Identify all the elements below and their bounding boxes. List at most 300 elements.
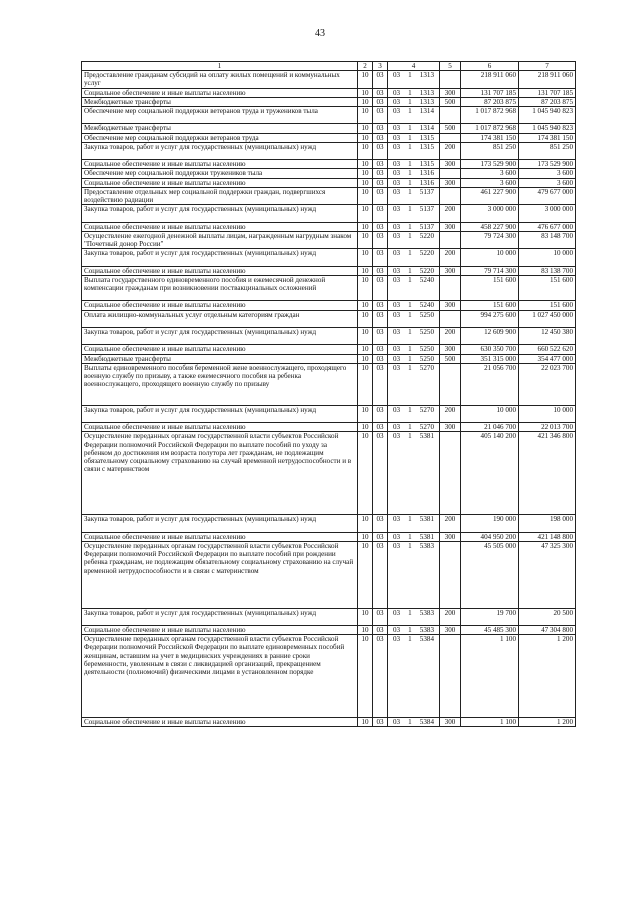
section-code: 10 xyxy=(358,205,373,222)
expense-type-code: 500 xyxy=(440,354,461,363)
subsection-code: 03 xyxy=(373,249,388,266)
section-code: 10 xyxy=(358,249,373,266)
amount-col-6: 79 714 300 xyxy=(461,266,519,275)
target-article-part: 5240 xyxy=(419,301,434,310)
amount-col-6: 3 600 xyxy=(461,169,519,178)
amount-col-7: 479 677 000 xyxy=(519,187,576,204)
target-article-part: 1 xyxy=(408,133,412,142)
target-article-part: 03 xyxy=(393,515,401,524)
target-article-part: 03 xyxy=(393,354,401,363)
expense-type-code: 300 xyxy=(440,345,461,354)
amount-col-7: 47 325 300 xyxy=(519,541,576,608)
target-article-part: 03 xyxy=(393,310,401,319)
table-row xyxy=(82,532,576,541)
target-article-parts xyxy=(390,232,437,240)
amount-col-6: 174 381 150 xyxy=(461,133,519,142)
table-row xyxy=(82,718,576,727)
expense-type-code: 200 xyxy=(440,608,461,625)
header-row xyxy=(82,62,576,71)
target-article-part: 1 xyxy=(408,625,412,634)
expense-type-code: 500 xyxy=(440,97,461,106)
subsection-code: 03 xyxy=(373,541,388,608)
target-article-part: 1 xyxy=(408,222,412,231)
row-name: Выплата государственного единовременного пособия и ежемесячной денежной компенсации гражданам при возникновении поствакцинальных осложнений xyxy=(82,275,358,301)
table-row xyxy=(82,266,576,275)
amount-col-7: 218 911 060 xyxy=(519,71,576,88)
amount-col-6: 351 315 000 xyxy=(461,354,519,363)
subsection-code: 03 xyxy=(373,222,388,231)
section-code: 10 xyxy=(358,124,373,133)
target-article-parts xyxy=(390,515,437,523)
target-article-part: 1 xyxy=(408,718,412,727)
row-name: Социальное обеспечение и иные выплаты населению xyxy=(82,532,358,541)
amount-col-6: 1 017 872 968 xyxy=(461,124,519,133)
target-article-part: 03 xyxy=(393,160,401,169)
table-row xyxy=(82,124,576,133)
target-article-part: 1 xyxy=(408,515,412,524)
target-article-parts xyxy=(390,635,437,643)
section-code: 10 xyxy=(358,608,373,625)
amount-col-6: 404 950 200 xyxy=(461,532,519,541)
amount-col-7: 22 023 700 xyxy=(519,363,576,405)
subsection-code: 03 xyxy=(373,88,388,97)
amount-col-7: 83 148 700 xyxy=(519,231,576,248)
amount-col-6: 151 600 xyxy=(461,301,519,310)
amount-col-6: 10 000 xyxy=(461,249,519,266)
target-article-code xyxy=(388,249,440,266)
target-article-part: 5250 xyxy=(419,310,434,319)
amount-col-7: 131 707 185 xyxy=(519,88,576,97)
target-article-part: 03 xyxy=(393,541,401,550)
target-article-part: 5383 xyxy=(419,608,434,617)
table-row xyxy=(82,405,576,422)
target-article-part: 5270 xyxy=(419,405,434,414)
target-article-part: 03 xyxy=(393,635,401,644)
header-col-1: 1 xyxy=(82,62,358,71)
amount-col-7: 3 600 xyxy=(519,169,576,178)
amount-col-6: 994 275 600 xyxy=(461,310,519,327)
expense-type-code xyxy=(440,541,461,608)
target-article-code xyxy=(388,178,440,187)
table-row xyxy=(82,178,576,187)
amount-col-7: 1 027 450 000 xyxy=(519,310,576,327)
row-name: Закупка товаров, работ и услуг для государственных (муниципальных) нужд xyxy=(82,405,358,422)
target-article-part: 1 xyxy=(408,432,412,441)
target-article-code xyxy=(388,515,440,532)
amount-col-7: 83 138 700 xyxy=(519,266,576,275)
target-article-part: 03 xyxy=(393,97,401,106)
target-article-part: 03 xyxy=(393,625,401,634)
expense-type-code xyxy=(440,363,461,405)
row-name: Социальное обеспечение и иные выплаты населению xyxy=(82,160,358,169)
expense-type-code: 300 xyxy=(440,532,461,541)
section-code: 10 xyxy=(358,97,373,106)
section-code: 10 xyxy=(358,432,373,515)
target-article-parts xyxy=(390,718,437,726)
subsection-code: 03 xyxy=(373,328,388,345)
subsection-code: 03 xyxy=(373,71,388,88)
expense-type-code: 200 xyxy=(440,142,461,159)
table-row xyxy=(82,133,576,142)
table-row xyxy=(82,354,576,363)
target-article-code xyxy=(388,97,440,106)
amount-col-7: 421 148 800 xyxy=(519,532,576,541)
expense-type-code: 300 xyxy=(440,718,461,727)
target-article-part: 5381 xyxy=(419,532,434,541)
row-name: Социальное обеспечение и иные выплаты населению xyxy=(82,222,358,231)
target-article-part: 03 xyxy=(393,432,401,441)
section-code: 10 xyxy=(358,88,373,97)
target-article-part: 1 xyxy=(408,275,412,284)
target-article-code xyxy=(388,635,440,718)
target-article-part: 5270 xyxy=(419,423,434,432)
target-article-code xyxy=(388,71,440,88)
amount-col-6: 12 609 900 xyxy=(461,328,519,345)
amount-col-7: 660 522 620 xyxy=(519,345,576,354)
table-row xyxy=(82,107,576,124)
subsection-code: 03 xyxy=(373,363,388,405)
row-name: Обеспечение мер социальной поддержки ветеранов труда xyxy=(82,133,358,142)
amount-col-6: 3 000 000 xyxy=(461,205,519,222)
target-article-part: 5383 xyxy=(419,541,434,550)
amount-col-6: 21 056 700 xyxy=(461,363,519,405)
subsection-code: 03 xyxy=(373,423,388,432)
target-article-part: 1 xyxy=(408,249,412,258)
target-article-part: 1313 xyxy=(419,88,434,97)
expense-type-code: 300 xyxy=(440,178,461,187)
target-article-parts xyxy=(390,542,437,550)
expense-type-code xyxy=(440,187,461,204)
target-article-part: 03 xyxy=(393,222,401,231)
expense-type-code xyxy=(440,71,461,88)
expense-type-code xyxy=(440,310,461,327)
target-article-code xyxy=(388,205,440,222)
target-article-parts xyxy=(390,364,437,372)
target-article-parts xyxy=(390,134,437,142)
header-col-4: 4 xyxy=(388,62,440,71)
target-article-code xyxy=(388,124,440,133)
target-article-part: 03 xyxy=(393,363,401,372)
table-row xyxy=(82,363,576,405)
target-article-code xyxy=(388,187,440,204)
subsection-code: 03 xyxy=(373,107,388,124)
amount-col-6: 173 529 900 xyxy=(461,160,519,169)
subsection-code: 03 xyxy=(373,160,388,169)
row-name: Выплаты единовременного пособия беременной жене военнослужащего, проходящего военную службу по призыву, а также ежемесячного пособия на ребенка военнослужащего, проходящего военную службу по призыву xyxy=(82,363,358,405)
section-code: 10 xyxy=(358,423,373,432)
subsection-code: 03 xyxy=(373,345,388,354)
amount-col-6: 3 600 xyxy=(461,178,519,187)
expense-type-code: 200 xyxy=(440,405,461,422)
amount-col-7: 354 477 000 xyxy=(519,354,576,363)
section-code: 10 xyxy=(358,187,373,204)
target-article-code xyxy=(388,266,440,275)
target-article-code xyxy=(388,231,440,248)
target-article-part: 5137 xyxy=(419,187,434,196)
table-row xyxy=(82,88,576,97)
target-article-code xyxy=(388,354,440,363)
table-row xyxy=(82,231,576,248)
target-article-part: 1 xyxy=(408,541,412,550)
table-row xyxy=(82,345,576,354)
target-article-part: 03 xyxy=(393,275,401,284)
expense-type-code: 300 xyxy=(440,160,461,169)
subsection-code: 03 xyxy=(373,178,388,187)
target-article-part: 1 xyxy=(408,423,412,432)
amount-col-6: 87 203 875 xyxy=(461,97,519,106)
target-article-part: 1 xyxy=(408,142,412,151)
section-code: 10 xyxy=(358,354,373,363)
target-article-parts xyxy=(390,249,437,257)
target-article-part: 03 xyxy=(393,608,401,617)
section-code: 10 xyxy=(358,266,373,275)
target-article-part: 1315 xyxy=(419,133,434,142)
target-article-code xyxy=(388,222,440,231)
section-code: 10 xyxy=(358,345,373,354)
row-name: Социальное обеспечение и иные выплаты населению xyxy=(82,301,358,310)
target-article-code xyxy=(388,301,440,310)
amount-col-7: 22 013 700 xyxy=(519,423,576,432)
row-name: Закупка товаров, работ и услуг для государственных (муниципальных) нужд xyxy=(82,515,358,532)
target-article-part: 5250 xyxy=(419,354,434,363)
amount-col-6: 21 046 700 xyxy=(461,423,519,432)
section-code: 10 xyxy=(358,625,373,634)
header-col-2: 2 xyxy=(358,62,373,71)
target-article-part: 03 xyxy=(393,178,401,187)
amount-col-6: 405 140 200 xyxy=(461,432,519,515)
row-name: Социальное обеспечение и иные выплаты населению xyxy=(82,625,358,634)
subsection-code: 03 xyxy=(373,354,388,363)
table-row xyxy=(82,249,576,266)
amount-col-6: 218 911 060 xyxy=(461,71,519,88)
table-row xyxy=(82,432,576,515)
section-code: 10 xyxy=(358,275,373,301)
expense-type-code: 300 xyxy=(440,423,461,432)
amount-col-7: 421 346 800 xyxy=(519,432,576,515)
row-name: Межбюджетные трансферты xyxy=(82,124,358,133)
target-article-part: 03 xyxy=(393,205,401,214)
target-article-parts xyxy=(390,609,437,617)
expense-type-code xyxy=(440,169,461,178)
target-article-part: 5137 xyxy=(419,222,434,231)
target-article-code xyxy=(388,142,440,159)
row-name: Социальное обеспечение и иные выплаты населению xyxy=(82,345,358,354)
target-article-part: 5137 xyxy=(419,205,434,214)
expense-type-code xyxy=(440,231,461,248)
target-article-part: 1316 xyxy=(419,178,434,187)
subsection-code: 03 xyxy=(373,635,388,718)
table-row xyxy=(82,635,576,718)
section-code: 10 xyxy=(358,222,373,231)
amount-col-6: 19 700 xyxy=(461,608,519,625)
expense-type-code xyxy=(440,432,461,515)
amount-col-7: 10 000 xyxy=(519,405,576,422)
subsection-code: 03 xyxy=(373,625,388,634)
target-article-parts xyxy=(390,533,437,541)
target-article-part: 1 xyxy=(408,71,412,80)
table-row xyxy=(82,541,576,608)
target-article-parts xyxy=(390,188,437,196)
target-article-part: 5381 xyxy=(419,515,434,524)
expense-type-code: 300 xyxy=(440,625,461,634)
row-name: Осуществление переданных органам государственной власти субъектов Российской Федерации полномочий Российской Федерации по выплате пособий по уходу за ребенком до достижения им возраста полутора лет гражданам, не подлежащим обязательному социальному страхованию на случай временной нетрудоспособности и в связи с материнством xyxy=(82,432,358,515)
amount-col-7: 851 250 xyxy=(519,142,576,159)
target-article-part: 03 xyxy=(393,532,401,541)
target-article-parts xyxy=(390,179,437,187)
subsection-code: 03 xyxy=(373,187,388,204)
target-article-code xyxy=(388,608,440,625)
table-row xyxy=(82,205,576,222)
row-name: Обеспечение мер социальной поддержки ветеранов труда и тружеников тыла xyxy=(82,107,358,124)
amount-col-7: 3 000 000 xyxy=(519,205,576,222)
target-article-part: 1 xyxy=(408,345,412,354)
target-article-parts xyxy=(390,301,437,309)
amount-col-6: 131 707 185 xyxy=(461,88,519,97)
target-article-parts xyxy=(390,276,437,284)
target-article-part: 1 xyxy=(408,187,412,196)
target-article-code xyxy=(388,432,440,515)
section-code: 10 xyxy=(358,142,373,159)
target-article-code xyxy=(388,169,440,178)
amount-col-6: 45 485 300 xyxy=(461,625,519,634)
amount-col-7: 1 045 940 823 xyxy=(519,107,576,124)
amount-col-7: 87 203 875 xyxy=(519,97,576,106)
target-article-part: 03 xyxy=(393,142,401,151)
section-code: 10 xyxy=(358,160,373,169)
target-article-part: 1 xyxy=(408,363,412,372)
target-article-parts xyxy=(390,406,437,414)
target-article-parts xyxy=(390,328,437,336)
target-article-parts xyxy=(390,355,437,363)
section-code: 10 xyxy=(358,515,373,532)
subsection-code: 03 xyxy=(373,532,388,541)
target-article-parts xyxy=(390,626,437,634)
target-article-code xyxy=(388,133,440,142)
header-col-6: 6 xyxy=(461,62,519,71)
section-code: 10 xyxy=(358,363,373,405)
amount-col-7: 174 381 150 xyxy=(519,133,576,142)
table-row xyxy=(82,310,576,327)
target-article-parts xyxy=(390,89,437,97)
header-col-7: 7 xyxy=(519,62,576,71)
header-col-3: 3 xyxy=(373,62,388,71)
target-article-parts xyxy=(390,107,437,115)
target-article-part: 03 xyxy=(393,133,401,142)
subsection-code: 03 xyxy=(373,266,388,275)
target-article-part: 1 xyxy=(408,88,412,97)
amount-col-6: 45 505 000 xyxy=(461,541,519,608)
target-article-code xyxy=(388,310,440,327)
subsection-code: 03 xyxy=(373,124,388,133)
amount-col-7: 47 304 800 xyxy=(519,625,576,634)
expense-type-code: 500 xyxy=(440,124,461,133)
target-article-part: 03 xyxy=(393,107,401,116)
amount-col-6: 1 017 872 968 xyxy=(461,107,519,124)
target-article-parts xyxy=(390,423,437,431)
target-article-part: 03 xyxy=(393,124,401,133)
target-article-part: 1 xyxy=(408,301,412,310)
expense-type-code: 300 xyxy=(440,88,461,97)
subsection-code: 03 xyxy=(373,432,388,515)
amount-col-7: 1 200 xyxy=(519,635,576,718)
target-article-part: 5220 xyxy=(419,266,434,275)
row-name: Социальное обеспечение и иные выплаты населению xyxy=(82,88,358,97)
expense-type-code: 200 xyxy=(440,328,461,345)
expense-type-code xyxy=(440,133,461,142)
target-article-code xyxy=(388,275,440,301)
row-name: Осуществление переданных органам государственной власти субъектов Российской Федерации полномочий Российской Федерации по выплате пособий при рождении ребенка гражданам, не подлежащим обязательному социальному страхованию на случай временной нетрудоспособности и в связи с материнством xyxy=(82,541,358,608)
expense-type-code: 200 xyxy=(440,205,461,222)
amount-col-7: 1 045 940 823 xyxy=(519,124,576,133)
target-article-parts xyxy=(390,160,437,168)
target-article-parts xyxy=(390,267,437,275)
target-article-part: 5240 xyxy=(419,275,434,284)
section-code: 10 xyxy=(358,301,373,310)
target-article-part: 5220 xyxy=(419,249,434,258)
section-code: 10 xyxy=(358,178,373,187)
target-article-part: 03 xyxy=(393,405,401,414)
amount-col-6: 151 600 xyxy=(461,275,519,301)
amount-col-7: 173 529 900 xyxy=(519,160,576,169)
budget-table xyxy=(81,61,576,727)
target-article-code xyxy=(388,160,440,169)
target-article-part: 03 xyxy=(393,88,401,97)
amount-col-6: 458 227 900 xyxy=(461,222,519,231)
target-article-part: 1313 xyxy=(419,71,434,80)
amount-col-6: 461 227 900 xyxy=(461,187,519,204)
amount-col-7: 151 600 xyxy=(519,275,576,301)
amount-col-6: 10 000 xyxy=(461,405,519,422)
target-article-part: 1315 xyxy=(419,160,434,169)
section-code: 10 xyxy=(358,541,373,608)
target-article-parts xyxy=(390,223,437,231)
section-code: 10 xyxy=(358,635,373,718)
target-article-part: 5270 xyxy=(419,363,434,372)
target-article-parts xyxy=(390,169,437,177)
target-article-part: 5250 xyxy=(419,328,434,336)
target-article-part: 1 xyxy=(408,205,412,214)
target-article-part: 03 xyxy=(393,301,401,310)
row-name: Закупка товаров, работ и услуг для государственных (муниципальных) нужд xyxy=(82,328,358,345)
amount-col-7: 3 600 xyxy=(519,178,576,187)
amount-col-6: 851 250 xyxy=(461,142,519,159)
amount-col-7: 20 500 xyxy=(519,608,576,625)
row-name: Закупка товаров, работ и услуг для государственных (муниципальных) нужд xyxy=(82,205,358,222)
target-article-parts xyxy=(390,205,437,213)
amount-col-7: 12 450 380 xyxy=(519,328,576,345)
row-name: Социальное обеспечение и иные выплаты населению xyxy=(82,423,358,432)
target-article-parts xyxy=(390,432,437,440)
target-article-part: 03 xyxy=(393,187,401,196)
target-article-code xyxy=(388,532,440,541)
amount-col-6: 79 724 300 xyxy=(461,231,519,248)
section-code: 10 xyxy=(358,310,373,327)
subsection-code: 03 xyxy=(373,718,388,727)
table-row xyxy=(82,301,576,310)
subsection-code: 03 xyxy=(373,608,388,625)
target-article-parts xyxy=(390,71,437,79)
target-article-part: 1 xyxy=(408,354,412,363)
target-article-part: 5381 xyxy=(419,432,434,441)
target-article-part: 5383 xyxy=(419,625,434,634)
target-article-part: 1 xyxy=(408,608,412,617)
section-code: 10 xyxy=(358,328,373,345)
amount-col-7: 476 677 000 xyxy=(519,222,576,231)
target-article-part: 5384 xyxy=(419,635,434,644)
amount-col-7: 1 200 xyxy=(519,718,576,727)
table-row xyxy=(82,275,576,301)
target-article-part: 1 xyxy=(408,169,412,178)
